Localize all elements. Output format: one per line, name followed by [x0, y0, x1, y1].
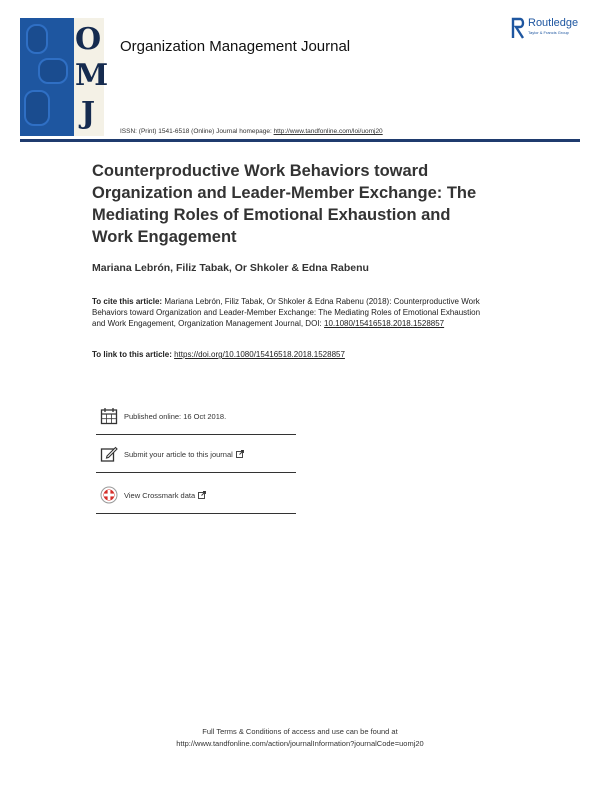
submit-article-label: Submit your article to this journal	[124, 450, 233, 459]
logo-puzzle-piece	[26, 24, 48, 54]
routledge-r-icon	[512, 17, 526, 39]
logo-letter-j: J	[80, 96, 96, 131]
external-link-icon	[198, 491, 206, 499]
link-label: To link to this article:	[92, 350, 172, 359]
article-link-line	[92, 350, 345, 359]
journal-homepage-link[interactable]: http://www.tandfonline.com/loi/uomj20	[273, 128, 383, 135]
logo-letter-m: M	[75, 58, 109, 93]
publisher-name: Routledge	[528, 17, 579, 29]
logo-puzzle-piece	[38, 58, 68, 84]
published-date: Published online: 16 Oct 2018.	[124, 412, 227, 421]
journal-logo	[20, 18, 109, 136]
logo-letter-o: O	[75, 22, 102, 57]
submit-article-row[interactable]	[96, 435, 296, 473]
edit-icon	[100, 445, 118, 463]
citation-text: Mariana Lebrón, Filiz Tabak, Or Shkoler & Edna Rabenu (2018): Counterproductive Work Behaviors toward Organization and Leader-Member Exchange: The Mediating Roles of Emotional Exhaustion and Work Engagement, Organization Management Journal, DOI:	[92, 297, 481, 328]
calendar-icon	[100, 407, 118, 425]
article-doi-link[interactable]: https://doi.org/10.1080/15416518.2018.1528857	[174, 350, 345, 359]
crossmark-label: View Crossmark data	[124, 491, 196, 500]
published-row	[96, 397, 296, 435]
publisher-tagline: Taylor & Francis Group	[528, 30, 569, 35]
footer-terms-text: Full Terms & Conditions of access and use can be found at	[202, 727, 398, 736]
citation-label: To cite this article:	[92, 297, 163, 306]
citation-block	[92, 296, 492, 329]
article-title: Counterproductive Work Behaviors toward Organization and Leader-Member Exchange: The Mediating Roles of Emotional Exhaustion and Work Engagement	[92, 162, 477, 246]
citation-doi-link[interactable]: 10.1080/15416518.2018.1528857	[324, 319, 445, 328]
submit-article-link[interactable]	[124, 450, 244, 459]
header-divider	[20, 139, 580, 142]
crossmark-icon	[100, 486, 118, 504]
journal-title: Organization Management Journal	[120, 38, 351, 55]
issn-text: ISSN: (Print) 1541-6518 (Online) Journal homepage:	[120, 128, 272, 135]
logo-puzzle-piece	[24, 90, 50, 126]
publisher-logo	[512, 17, 592, 41]
crossmark-row[interactable]	[96, 476, 296, 514]
footer-terms-link[interactable]: http://www.tandfonline.com/action/journalInformation?journalCode=uomj20	[176, 739, 424, 748]
crossmark-link[interactable]	[124, 491, 206, 500]
issn-line	[120, 128, 383, 135]
article-authors: Mariana Lebrón, Filiz Tabak, Or Shkoler & Edna Rabenu	[92, 262, 369, 274]
external-link-icon	[236, 450, 244, 458]
